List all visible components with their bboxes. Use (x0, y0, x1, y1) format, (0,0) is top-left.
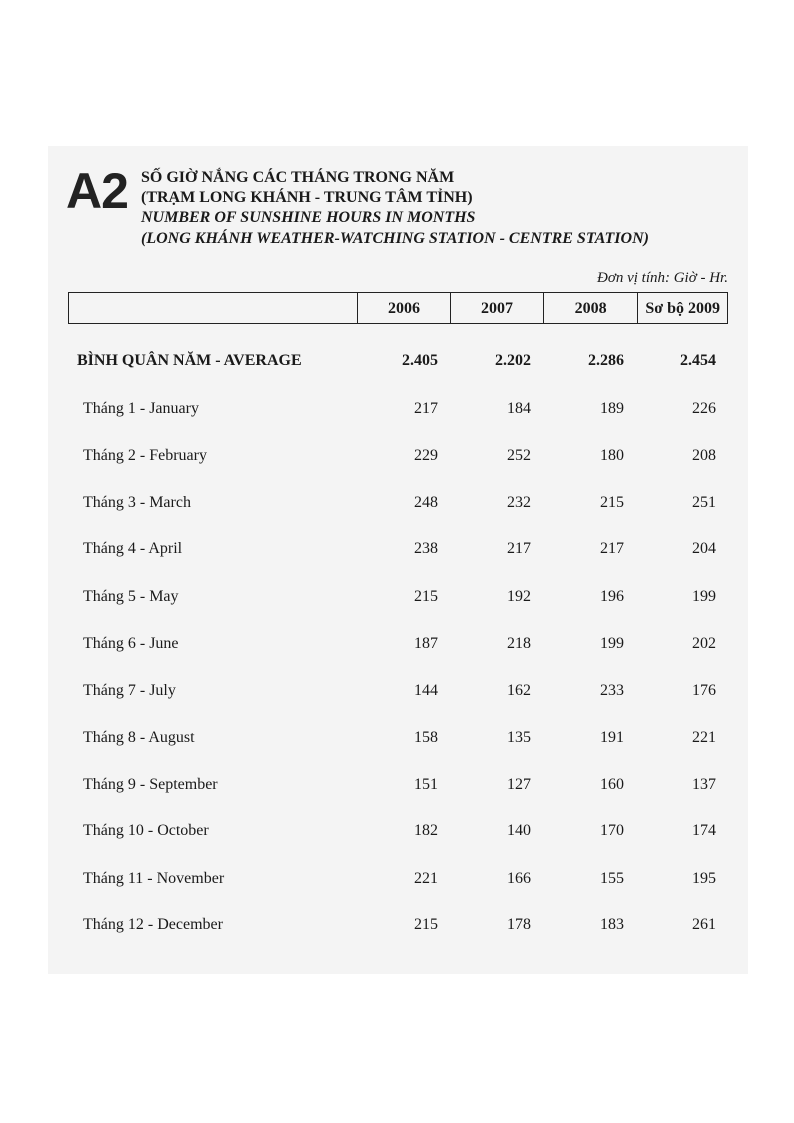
table-row (0, 635, 794, 659)
cell-value: 2.202 (495, 352, 531, 369)
cell-value: 155 (600, 870, 624, 887)
table-row (0, 540, 794, 564)
table-code: A2 (66, 163, 128, 219)
cell-value: 221 (414, 870, 438, 887)
header-blank-cell (69, 293, 358, 323)
cell-value: 178 (507, 916, 531, 933)
cell-value: 248 (414, 494, 438, 511)
cell-value: 252 (507, 447, 531, 464)
cell-value: 221 (692, 729, 716, 746)
row-label: Tháng 11 - November (83, 870, 225, 887)
cell-value: 162 (507, 682, 531, 699)
cell-value: 2.405 (402, 352, 438, 369)
row-label: Tháng 3 - March (83, 494, 191, 511)
table-row (0, 729, 794, 753)
cell-value: 144 (414, 682, 438, 699)
cell-value: 187 (414, 635, 438, 652)
cell-value: 140 (507, 822, 531, 839)
cell-value: 229 (414, 447, 438, 464)
row-label: Tháng 9 - September (83, 776, 218, 793)
cell-value: 238 (414, 540, 438, 557)
table-row (0, 776, 794, 800)
cell-value: 208 (692, 447, 716, 464)
cell-value: 232 (507, 494, 531, 511)
cell-value: 195 (692, 870, 716, 887)
cell-value: 204 (692, 540, 716, 557)
cell-value: 217 (507, 540, 531, 557)
cell-value: 2.286 (588, 352, 624, 369)
row-label: Tháng 10 - October (83, 822, 209, 839)
subtitle-vietnamese: (TRẠM LONG KHÁNH - TRUNG TÂM TỈNH) (141, 189, 473, 206)
row-label: Tháng 2 - February (83, 447, 207, 464)
cell-value: 218 (507, 635, 531, 652)
cell-value: 166 (507, 870, 531, 887)
cell-value: 215 (600, 494, 624, 511)
cell-value: 183 (600, 916, 624, 933)
table-row (0, 588, 794, 612)
row-label: Tháng 1 - January (83, 400, 199, 417)
unit-note: Đơn vị tính: Giờ - Hr. (596, 270, 728, 286)
cell-value: 182 (414, 822, 438, 839)
cell-value: 184 (507, 400, 531, 417)
cell-value: 160 (600, 776, 624, 793)
row-label: BÌNH QUÂN NĂM - AVERAGE (77, 352, 302, 369)
table-row (0, 447, 794, 471)
cell-value: 215 (414, 916, 438, 933)
cell-value: 176 (692, 682, 716, 699)
title-english: NUMBER OF SUNSHINE HOURS IN MONTHS (141, 209, 476, 226)
cell-value: 174 (692, 822, 716, 839)
column-header: 2006 (358, 293, 452, 323)
row-label: Tháng 6 - June (83, 635, 179, 652)
cell-value: 217 (600, 540, 624, 557)
cell-value: 170 (600, 822, 624, 839)
table-row (0, 400, 794, 424)
cell-value: 137 (692, 776, 716, 793)
cell-value: 2.454 (680, 352, 716, 369)
column-header: Sơ bộ 2009 (645, 300, 721, 317)
table-header (68, 292, 728, 324)
table-row (0, 870, 794, 894)
cell-value: 226 (692, 400, 716, 417)
cell-value: 202 (692, 635, 716, 652)
cell-value: 192 (507, 588, 531, 605)
row-label: Tháng 5 - May (83, 588, 179, 605)
cell-value: 196 (600, 588, 624, 605)
cell-value: 199 (600, 635, 624, 652)
cell-value: 151 (414, 776, 438, 793)
subtitle-english: (LONG KHÁNH WEATHER-WATCHING STATION - CENTRE STATION) (141, 230, 649, 247)
cell-value: 233 (600, 682, 624, 699)
row-label: Tháng 4 - April (83, 540, 183, 557)
cell-value: 135 (507, 729, 531, 746)
title-vietnamese: SỐ GIỜ NẮNG CÁC THÁNG TRONG NĂM (141, 169, 455, 186)
cell-value: 127 (507, 776, 531, 793)
table-row (0, 682, 794, 706)
row-label: Tháng 7 - July (83, 682, 176, 699)
table-row (0, 916, 794, 940)
table-row (0, 494, 794, 518)
cell-value: 158 (414, 729, 438, 746)
cell-value: 251 (692, 494, 716, 511)
table-row (0, 822, 794, 846)
column-header: 2007 (451, 293, 544, 323)
average-row (0, 352, 794, 376)
cell-value: 189 (600, 400, 624, 417)
cell-value: 180 (600, 447, 624, 464)
row-label: Tháng 8 - August (83, 729, 195, 746)
cell-value: 215 (414, 588, 438, 605)
cell-value: 191 (600, 729, 624, 746)
cell-value: 217 (414, 400, 438, 417)
cell-value: 261 (692, 916, 716, 933)
column-header: 2008 (544, 293, 639, 323)
row-label: Tháng 12 - December (83, 916, 223, 933)
cell-value: 199 (692, 588, 716, 605)
